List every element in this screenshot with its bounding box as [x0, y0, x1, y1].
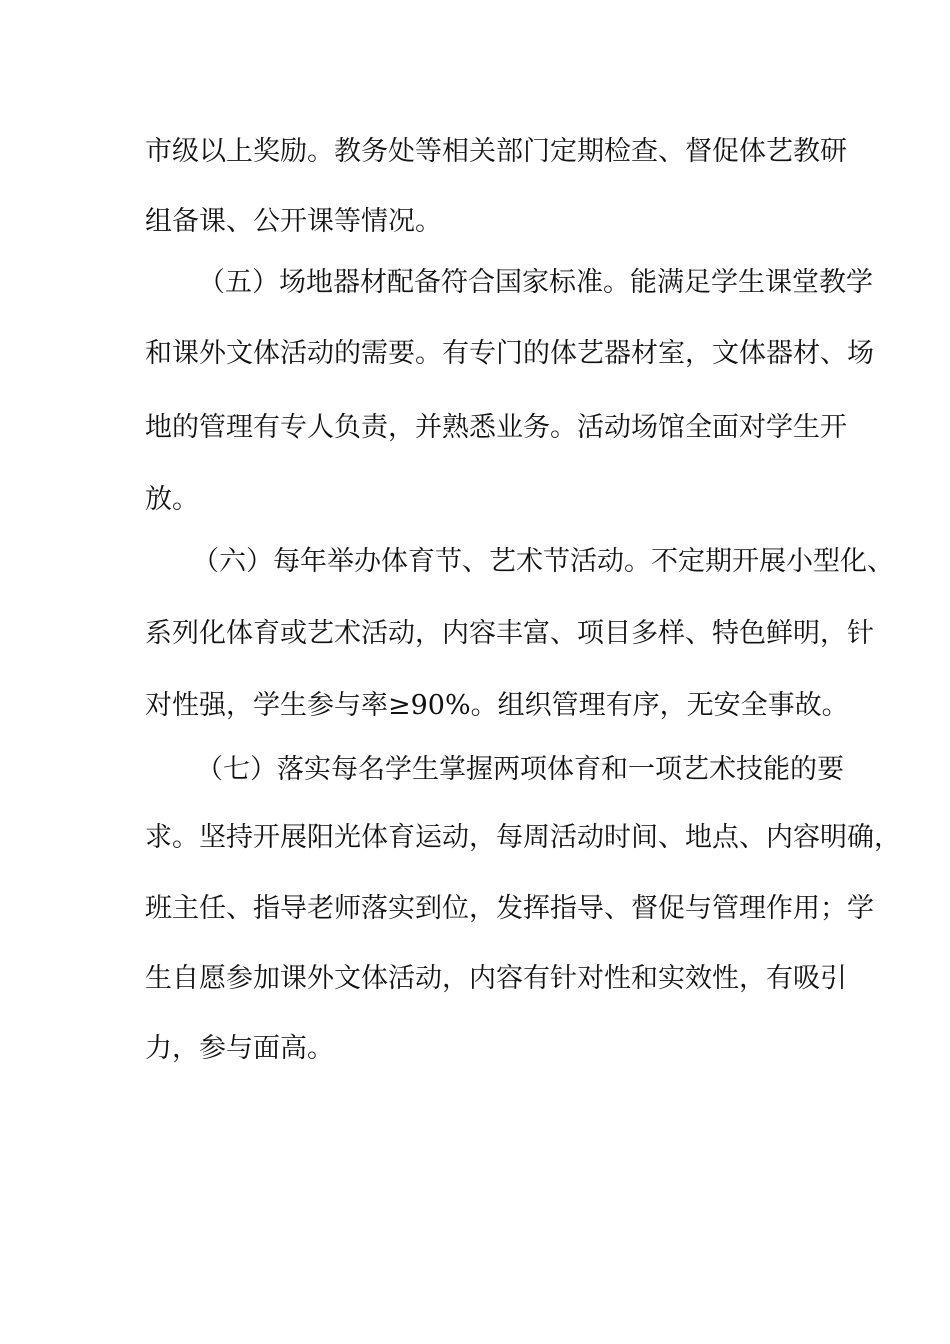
text-line: 地的管理有专人负责，并熟悉业务。活动场馆全面对学生开	[145, 412, 847, 443]
text-line: 对性强，学生参与率≥90%。组织管理有序，无安全事故。	[145, 690, 849, 721]
text-line: 班主任、指导老师落实到位，发挥指导、督促与管理作用；学	[145, 893, 874, 924]
text-line: 求。坚持开展阳光体育运动，每周活动时间、地点、内容明确，	[145, 822, 901, 853]
paragraph-6-heading-line: （六）每年举办体育节、艺术节活动。不定期开展小型化、	[192, 546, 894, 577]
text-line: 生自愿参加课外文体活动，内容有针对性和实效性，有吸引	[145, 963, 847, 994]
text-line: 系列化体育或艺术活动，内容丰富、项目多样、特色鲜明，针	[145, 618, 874, 649]
paragraph-7-heading-line: （七）落实每名学生掌握两项体育和一项艺术技能的要	[196, 754, 844, 785]
text-line: 和课外文体活动的需要。有专门的体艺器材室，文体器材、场	[145, 338, 874, 369]
text-line: 市级以上奖励。教务处等相关部门定期检查、督促体艺教研	[145, 136, 847, 167]
text-line: 组备课、公开课等情况。	[145, 206, 442, 237]
paragraph-5-heading-line: （五）场地器材配备符合国家标准。能满足学生课堂教学	[198, 267, 873, 298]
text-line: 放。	[145, 484, 199, 515]
text-line: 力，参与面高。	[145, 1033, 334, 1064]
